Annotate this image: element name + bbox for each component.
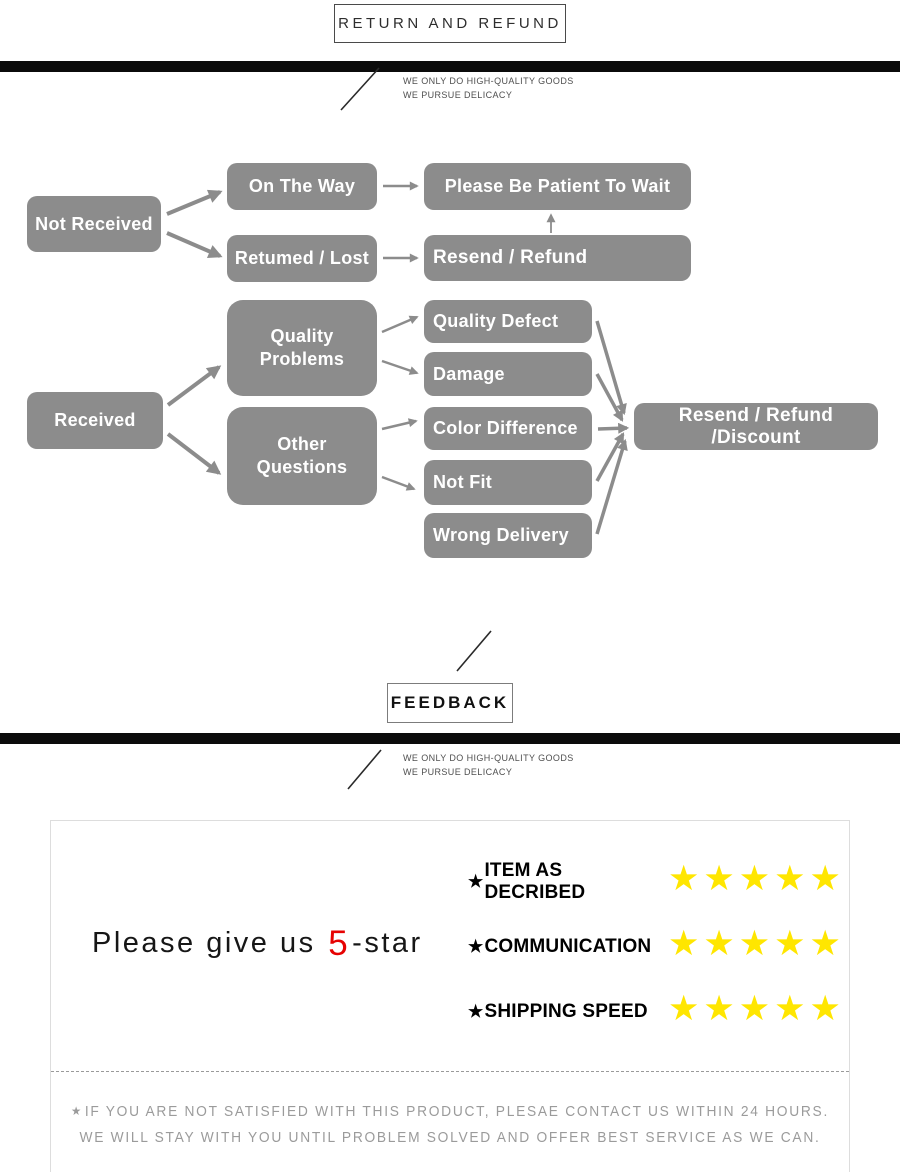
star-icon: ★	[468, 937, 484, 956]
flow-node-quality-defect: Quality Defect	[424, 300, 592, 343]
other-questions-line1: Other	[277, 434, 327, 454]
tagline-line1: WE ONLY DO HIGH-QUALITY GOODS	[403, 753, 574, 763]
flow-node-resend-refund-discount: Resend / Refund /Discount	[634, 403, 878, 450]
slash-icon-feedback-above	[457, 631, 491, 671]
star-icon: ★	[468, 1002, 484, 1021]
service-note-line1-text: IF YOU ARE NOT SATISFIED WITH THIS PRODUCT, PLESAE CONTACT US WITHIN 24 HOURS.	[84, 1104, 829, 1120]
flow-node-please-wait: Please Be Patient To Wait	[424, 163, 691, 210]
flow-node-returned-lost: Retumed / Lost	[227, 235, 377, 282]
quality-problems-line1: Quality	[270, 326, 334, 346]
headline-number: 5	[328, 924, 351, 963]
flow-node-other-questions	[227, 407, 377, 505]
five-stars-icon: ★★★★★	[668, 988, 845, 1029]
quality-problems-line2: Problems	[259, 349, 345, 369]
other-questions-line2: Questions	[256, 457, 348, 477]
star-icon: ★	[468, 872, 484, 891]
flow-node-on-the-way: On The Way	[227, 163, 377, 210]
flow-node-damage: Damage	[424, 352, 592, 396]
rating-label-text: ITEM AS DECRIBED	[484, 860, 586, 903]
rating-label-text: COMMUNICATION	[484, 936, 652, 957]
service-note-line2: WE WILL STAY WITH YOU UNTIL PROBLEM SOLVED AND OFFER BEST SERVICE AS WE CAN.	[79, 1130, 821, 1146]
feedback-title-text: FEEDBACK	[390, 693, 510, 712]
flow-node-not-received: Not Received	[27, 196, 161, 252]
tagline-line1: WE ONLY DO HIGH-QUALITY GOODS	[403, 76, 574, 86]
headline-prefix: Please give us	[92, 927, 316, 959]
headline-suffix: -star	[352, 927, 423, 959]
slash-icon-top	[341, 68, 379, 110]
tagline-line2: WE PURSUE DELICACY	[403, 89, 513, 100]
flow-node-received: Received	[27, 392, 163, 449]
flow-node-quality-problems	[227, 300, 377, 396]
five-stars-icon: ★★★★★	[668, 858, 845, 899]
star-icon: ★	[70, 1104, 83, 1118]
flow-node-not-fit: Not Fit	[424, 460, 592, 505]
slash-icon-feedback-below	[348, 750, 381, 789]
section-title-text: RETURN AND REFUND	[338, 15, 562, 32]
flow-node-color-difference: Color Difference	[424, 407, 592, 450]
tagline-line2: WE PURSUE DELICACY	[403, 766, 513, 777]
five-stars-icon: ★★★★★	[668, 923, 845, 964]
rating-label-text: SHIPPING SPEED	[484, 1001, 648, 1022]
flow-node-resend-refund: Resend / Refund	[424, 235, 691, 281]
flow-node-wrong-delivery: Wrong Delivery	[424, 513, 592, 558]
